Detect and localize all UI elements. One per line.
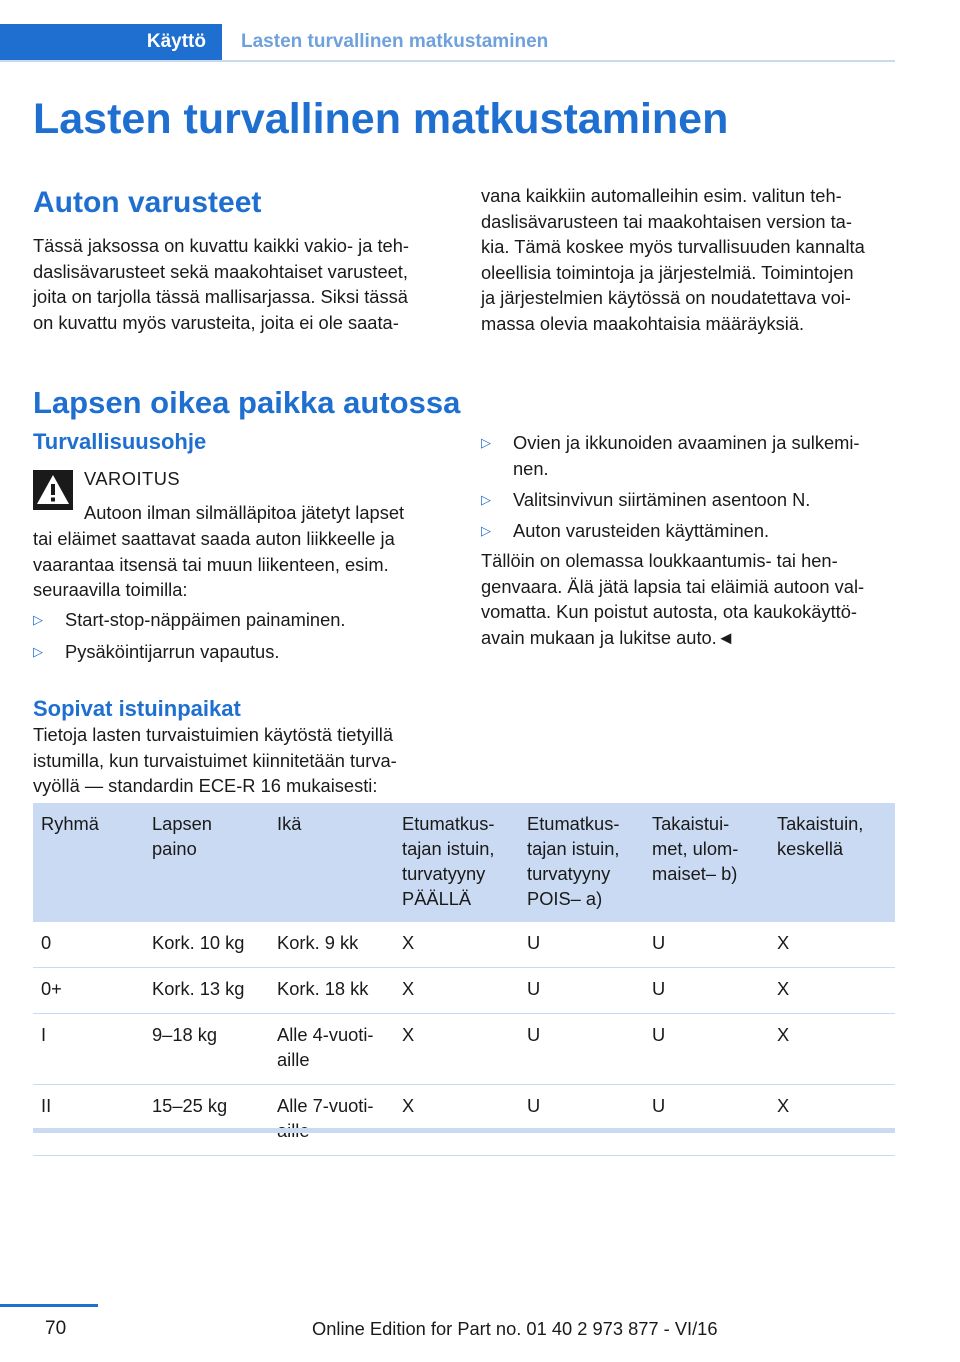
equipment-text-right: vana kaikkiin automalleihin esim. valitun teh- daslisävarusteen tai maakohtaisen version ta- kia. Tämä koskee myös turvallisuuden kannalta oleellisia toimintoja ja järjestelmiä. Toimintojen ja järjestelmien käytössä on noudatettava voi- massa olevia maakohtaisia määräyksiä. bbox=[481, 185, 865, 334]
bullet-triangle-icon: ▷ bbox=[481, 523, 491, 538]
list-item: ▷ Pysäköintijarrun vapautus. bbox=[33, 639, 443, 665]
table-cell: Kork. 9 kk bbox=[269, 922, 394, 968]
table-header-cell: Etumatkus- tajan istuin, turvatyyny PÄÄLLÄ bbox=[394, 803, 519, 922]
tab-section[interactable] bbox=[0, 24, 222, 60]
table-cell: I bbox=[33, 1014, 144, 1085]
page-number: 70 bbox=[45, 1318, 67, 1339]
seat-table bbox=[33, 803, 895, 1156]
table-row bbox=[33, 1014, 895, 1085]
child-seat-heading: Lapsen oikea paikka autossa bbox=[33, 385, 461, 420]
list-item: ▷ Ovien ja ikkunoiden avaaminen ja sulkemi- nen. bbox=[481, 432, 860, 479]
table-header-row bbox=[33, 803, 895, 922]
edition-footer: Online Edition for Part no. 01 40 2 973 877 - VI/16 bbox=[312, 1318, 718, 1339]
safety-heading: Turvallisuusohje bbox=[33, 429, 207, 454]
table-cell: Alle 4-vuoti- aille bbox=[269, 1014, 394, 1085]
table-cell: X bbox=[769, 1085, 895, 1156]
table-row bbox=[33, 968, 895, 1014]
bullet-triangle-icon: ▷ bbox=[481, 435, 491, 450]
page-title: Lasten turvallinen matkustaminen bbox=[33, 95, 729, 143]
table-cell: Alle 7-vuoti- bbox=[269, 1085, 394, 1156]
equipment-heading: Auton varusteet bbox=[33, 186, 262, 219]
table-cell: U bbox=[519, 922, 644, 968]
tab-chapter[interactable]: Lasten turvallinen matkustaminen bbox=[241, 31, 549, 52]
table-cell: 0 bbox=[33, 922, 144, 968]
table-cell: U bbox=[644, 1014, 769, 1085]
table-header-cell: Lapsen paino bbox=[144, 803, 269, 922]
table-header-cell: Etumatkus- tajan istuin, turvatyyny POIS– a) bbox=[519, 803, 644, 922]
table-cell: X bbox=[394, 1014, 519, 1085]
warning-title: VAROITUS bbox=[84, 468, 181, 489]
table-header-cell: Takaistuin, keskellä bbox=[769, 803, 895, 922]
table-cell: U bbox=[644, 922, 769, 968]
equipment-text-left: Tässä jaksossa on kuvattu kaikki vakio- ja teh- daslisävarusteet sekä maakohtaiset varusteet, joita on tarjolla tässä mallisarjassa. Siksi tässä on kuvattu myös varusteita, joita ei ole saata- bbox=[33, 235, 409, 333]
table-cell: U bbox=[519, 968, 644, 1014]
table-cell: X bbox=[769, 968, 895, 1014]
table-cell: 15–25 kg bbox=[144, 1085, 269, 1156]
table-cell: 9–18 kg bbox=[144, 1014, 269, 1085]
table-row bbox=[33, 922, 895, 968]
table-bottom-rule bbox=[33, 1128, 895, 1133]
warning-triangle-icon bbox=[33, 470, 73, 510]
table-cell: Kork. 18 kk bbox=[269, 968, 394, 1014]
table-cell: X bbox=[394, 968, 519, 1014]
tab-section-label: Käyttö bbox=[146, 31, 206, 52]
list-item: ▷ Valitsinvivun siirtäminen asentoon N. bbox=[481, 487, 901, 513]
table-cell: U bbox=[644, 1085, 769, 1156]
warning-text: tai eläimet saattavat saada auton liikkeelle ja vaarantaa itsensä tai muun liikenteen, esim. seuraavilla toimilla: bbox=[33, 528, 395, 600]
list-item: ▷ Auton varusteiden käyttäminen. bbox=[481, 518, 901, 544]
list-item: ▷ Start-stop-näppäimen painaminen. bbox=[33, 607, 443, 633]
bullet-triangle-icon: ▷ bbox=[33, 644, 43, 659]
bullet-triangle-icon: ▷ bbox=[481, 492, 491, 507]
table-cell: X bbox=[769, 922, 895, 968]
table-cell: X bbox=[769, 1014, 895, 1085]
danger-text: Tällöin on olemassa loukkaantumis- tai hen- genvaara. Älä jätä lapsia tai eläimiä autoon val- vomatta. Kun poistut autosta, ota kaukokäyttö- avain mukaan ja lukitse auto.◄ bbox=[481, 550, 865, 648]
table-cell: 0+ bbox=[33, 968, 144, 1014]
table-header-cell: Ryhmä bbox=[33, 803, 144, 922]
header-bar bbox=[0, 24, 895, 62]
seats-heading: Sopivat istuinpaikat bbox=[33, 696, 241, 721]
table-header-cell: Takaistui- met, ulom- maiset– b) bbox=[644, 803, 769, 922]
page-number-rule bbox=[0, 1304, 98, 1307]
warning-first-line: Autoon ilman silmälläpitoa jätetyt lapset bbox=[84, 502, 405, 523]
seats-intro: Tietoja lasten turvaistuimien käytöstä tietyillä istumilla, kun turvaistuimet kiinnitetään turva- vyöllä — standardin ECE-R 16 mukaisesti: bbox=[33, 724, 397, 796]
table-cell: Kork. 10 kg bbox=[144, 922, 269, 968]
table-cell: Kork. 13 kg bbox=[144, 968, 269, 1014]
table-cell: U bbox=[519, 1085, 644, 1156]
table-cell: X bbox=[394, 922, 519, 968]
table-cell: U bbox=[519, 1014, 644, 1085]
table-cell: U bbox=[644, 968, 769, 1014]
table-row bbox=[33, 1085, 895, 1156]
table-cell: II bbox=[33, 1085, 144, 1156]
bullet-triangle-icon: ▷ bbox=[33, 612, 43, 627]
table-header-cell: Ikä bbox=[269, 803, 394, 922]
table-cell: X bbox=[394, 1085, 519, 1156]
